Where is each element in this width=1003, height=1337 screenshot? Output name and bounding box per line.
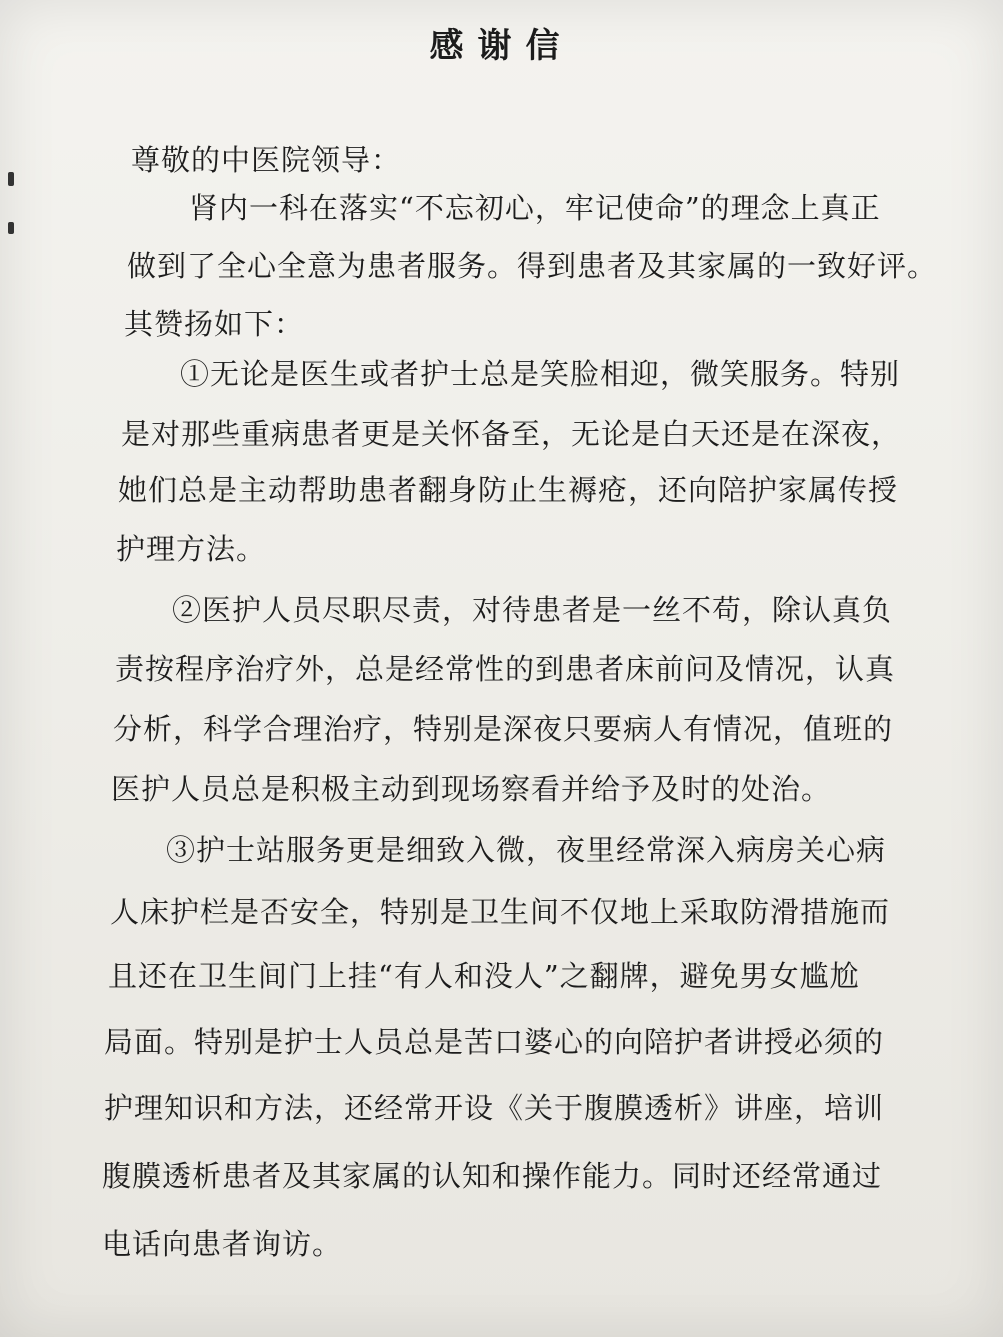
point-2-line: 医护人员总是积极主动到现场察看并给予及时的处治。 xyxy=(111,772,832,806)
point-3-line: 局面。特别是护士人员总是苦口婆心的向陪护者讲授必须的 xyxy=(104,1025,885,1059)
point-3-line: 人床护栏是否安全，特别是卫生间不仅地上采取防滑措施而 xyxy=(110,895,891,929)
binding-mark xyxy=(8,172,14,186)
intro-line: 做到了全心全意为患者服务。得到患者及其家属的一致好评。 xyxy=(127,249,938,283)
point-3-line: 电话向患者询访。 xyxy=(102,1227,343,1261)
point-3-line: 且还在卫生间门上挂“有人和没人”之翻牌，避免男女尴尬 xyxy=(108,959,860,993)
point-1-line: 护理方法。 xyxy=(116,532,267,566)
intro-line: 肾内一科在落实“不忘初心，牢记使命”的理念上真正 xyxy=(189,191,881,225)
point-1-line: 她们总是主动帮助患者翻身防止生褥疮，还向陪护家属传授 xyxy=(118,473,899,507)
binding-mark xyxy=(8,222,14,234)
point-2-line: ②医护人员尽职尽责，对待患者是一丝不苟，除认真负 xyxy=(172,593,893,627)
letter-title: 感谢信 xyxy=(429,26,574,66)
point-2-line: 分析，科学合理治疗，特别是深夜只要病人有情况，值班的 xyxy=(113,712,894,746)
salutation: 尊敬的中医院领导： xyxy=(131,143,402,177)
point-1-line: 是对那些重病患者更是关怀备至，无论是白天还是在深夜， xyxy=(121,417,902,451)
point-2-line: 责按程序治疗外，总是经常性的到患者床前问及情况，认真 xyxy=(115,652,896,686)
point-3-line: 护理知识和方法，还经常开设《关于腹膜透析》讲座，培训 xyxy=(104,1091,885,1125)
point-3-line: ③护士站服务更是细致入微，夜里经常深入病房关心病 xyxy=(166,833,887,867)
point-1-line: ①无论是医生或者护士总是笑脸相迎，微笑服务。特别 xyxy=(180,357,901,391)
point-3-line: 腹膜透析患者及其家属的认知和操作能力。同时还经常通过 xyxy=(102,1159,883,1193)
intro-line: 其赞扬如下： xyxy=(124,307,305,341)
